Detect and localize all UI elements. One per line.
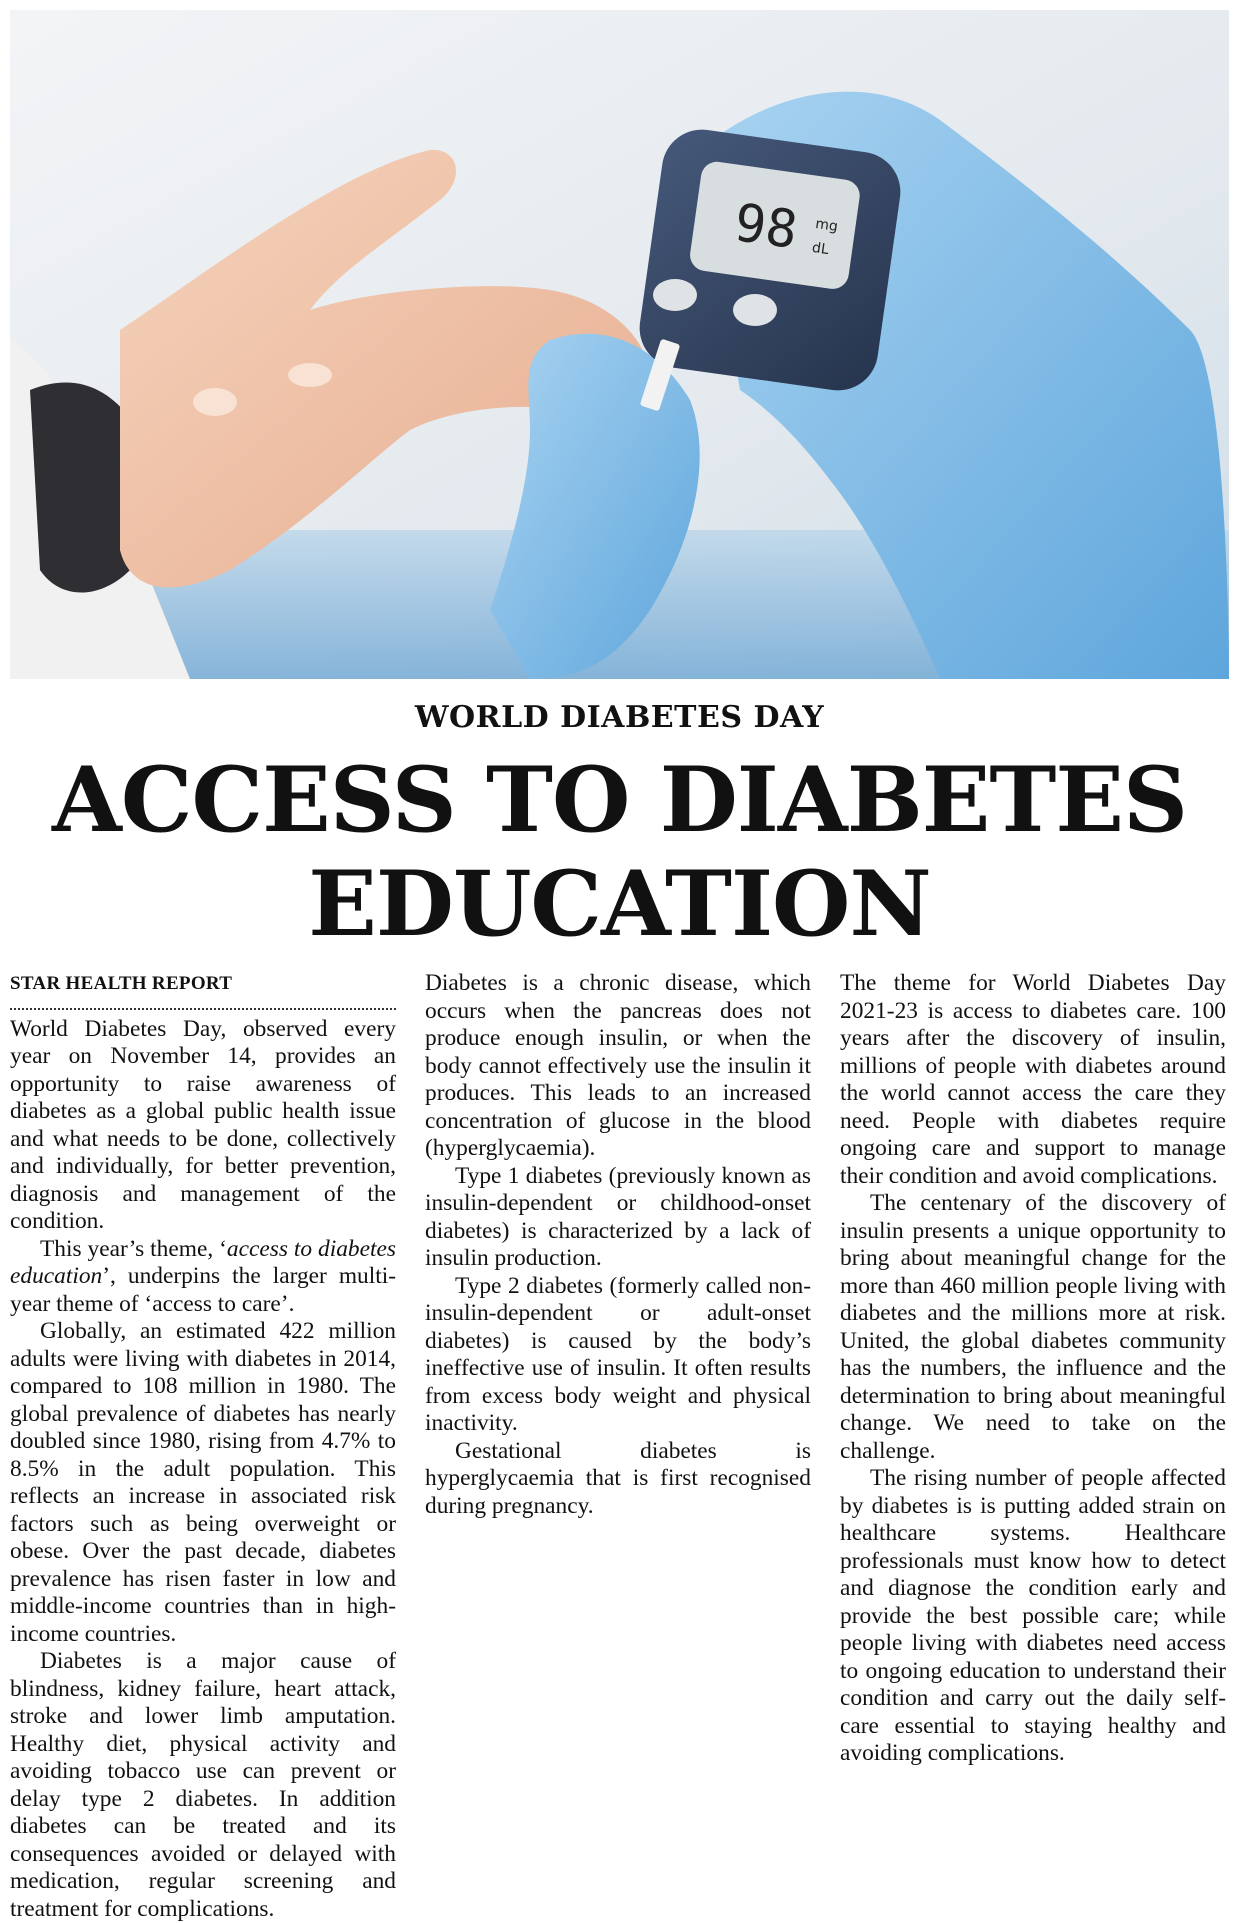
paragraph-10: The centenary of the discovery of insulin presents a unique opportunity to bring about meaningful change for the more than 460 million people living with diabetes and the millions more at risk. United, the global diabetes community has the numbers, the influence and the determination to bring about meaningful change. We need to take on the challenge. bbox=[840, 1190, 1226, 1464]
glucose-test-illustration bbox=[10, 10, 1229, 679]
article-kicker: WORLD DIABETES DAY bbox=[414, 700, 825, 735]
headline-line-2: EDUCATION bbox=[308, 851, 931, 957]
byline: STAR HEALTH REPORT bbox=[10, 970, 396, 1010]
paragraph-2-lead: This year’s theme, ‘ bbox=[40, 1235, 227, 1262]
paragraph-2-tail: ’, underpins the larger multi-year theme of ‘access to care’. bbox=[10, 1263, 396, 1317]
article-column-3 bbox=[840, 970, 1226, 1840]
paragraph-7: Type 2 diabetes (formerly called non-insulin-dependent or adult-onset diabetes) is caused by the body’s ineffective use of insulin. It often results from excess body weight and physical inactivity. bbox=[425, 1272, 811, 1436]
article-column-2 bbox=[425, 970, 811, 1840]
paragraph-4: Diabetes is a major cause of blindness, kidney failure, heart attack, stroke and lower limb amputation. Healthy diet, physical activity and avoiding tobacco use can prevent or delay type 2 diabetes. In addition diabetes can be treated and its consequences avoided or delayed with medication, regular screening and treatment for complications. bbox=[10, 1648, 396, 1922]
meter-unit-top: mg bbox=[814, 216, 839, 236]
paragraph-2 bbox=[10, 1236, 396, 1319]
article-column-1 bbox=[10, 970, 396, 1922]
paragraph-8: Gestational diabetes is hyperglycaemia that is first recognised during pregnancy. bbox=[425, 1437, 811, 1519]
paragraph-1: World Diabetes Day, observed every year on November 14, provides an opportunity to raise awareness of diabetes as a global public health issue and what needs to be done, collectively and individually, for better prevention, diagnosis and management of the condition. bbox=[10, 1015, 396, 1234]
paragraph-9: The theme for World Diabetes Day 2021-23 is access to diabetes care. 100 years after the discovery of insulin, millions of people with diabetes around the world cannot access the care they need. People with diabetes require ongoing care and support to manage their condition and avoid complications. bbox=[840, 970, 1226, 1189]
headline-line-1: ACCESS TO DIABETES bbox=[52, 747, 1187, 853]
theme-emphasis: access to diabetes education bbox=[10, 1235, 396, 1289]
meter-reading: 98 bbox=[730, 193, 802, 262]
paragraph-6: Type 1 diabetes (previously known as insulin-dependent or childhood-onset diabetes) is characterized by a lack of insulin production. bbox=[425, 1162, 811, 1271]
paragraph-3: Globally, an estimated 422 million adults were living with diabetes in 2014, compared to 108 million in 1980. The global prevalence of diabetes has nearly doubled since 1980, rising from 4.7% to 8.5% in the adult population. This reflects an increase in associated risk factors such as being overweight or obese. Over the past decade, diabetes prevalence has risen faster in low and middle-income countries than in high-income countries. bbox=[10, 1318, 396, 1647]
meter-unit-bottom: dL bbox=[811, 239, 830, 258]
paragraph-5: Diabetes is a chronic disease, which occurs when the pancreas does not produce enough insulin, or when the body cannot effectively use the insulin it produces. This leads to an increased concentration of glucose in the blood (hyperglycaemia). bbox=[425, 970, 811, 1161]
paragraph-11: The rising number of people affected by diabetes is is putting added strain on healthcare systems. Healthcare professionals must know how to detect and diagnose the condition early and provide the best possible care; while people living with diabetes need access to ongoing education to understand their condition and carry out the daily self-care essential to staying healthy and avoiding complications. bbox=[840, 1465, 1226, 1766]
article-headline bbox=[0, 748, 1239, 956]
hero-photo bbox=[10, 10, 1229, 679]
